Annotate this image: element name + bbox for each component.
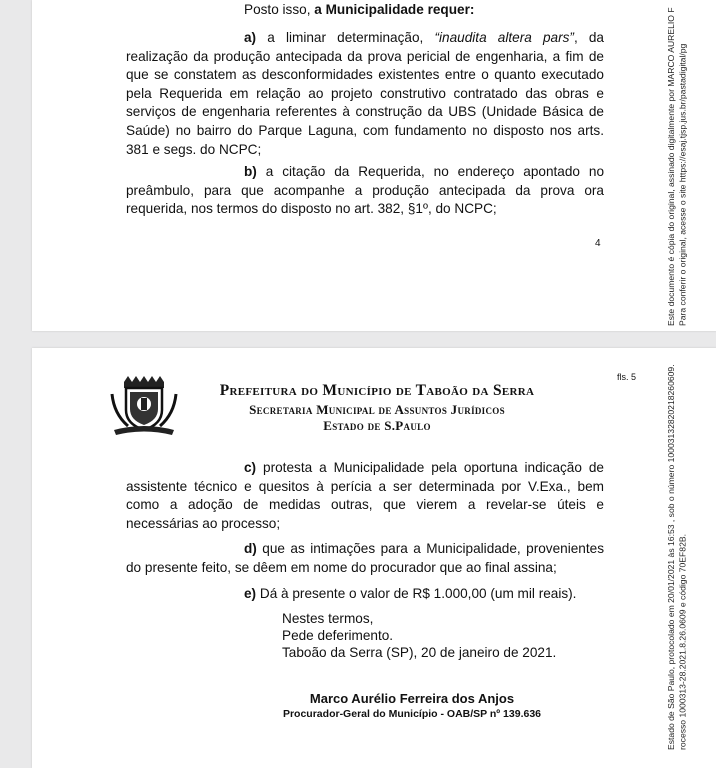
- margin-stamp-2: [666, 352, 689, 750]
- request-item-a: [126, 29, 604, 159]
- request-item-b: [126, 163, 604, 219]
- item-d-text: que as intimações para a Municipalidade, provenientes do presente feito, se dêem em nome do procurador que ao final assina;: [126, 541, 604, 575]
- request-item-c: [126, 459, 604, 533]
- signer-name: Marco Aurélio Ferreira dos Anjos: [309, 691, 515, 706]
- item-b-text: a citação da Requerida, no endereço apontado no preâmbulo, para que acompanhe a produção antecipada da prova ora requerida, nos termos do disposto no art. 382, §1º, do NCPC;: [126, 164, 604, 217]
- closing-block: [282, 610, 556, 661]
- letterhead-line-3: Estado de S.Paulo: [323, 418, 431, 433]
- signer-title: Procurador-Geral do Município - OAB/SP nº 139.636: [282, 708, 542, 720]
- document-page-4: [32, 0, 716, 331]
- margin-stamp-line-1: Este documento é cópia do original, assinado digitalmente por MARCO AURELIO F: [666, 7, 676, 326]
- margin-stamp-2-line-2: rocesso 1000313-28.2021.8.26.0609 e código 70EF82B.: [677, 534, 688, 750]
- item-a-italic: “inaudita altera pars”: [434, 30, 574, 45]
- page-number: 4: [595, 238, 601, 249]
- item-b-label: b): [244, 164, 257, 179]
- item-d-label: d): [244, 541, 257, 556]
- item-c-label: c): [244, 460, 257, 475]
- letterhead: [182, 382, 572, 434]
- folio-number: fls. 5: [617, 372, 637, 382]
- letterhead-line-2: Secretaria Municipal de Assuntos Jurídicos: [249, 402, 505, 417]
- request-item-d: [126, 540, 604, 577]
- signature-block: [262, 691, 562, 720]
- item-a-label: a): [244, 30, 257, 45]
- closing-date: Taboão da Serra (SP), 20 de janeiro de 2021.: [282, 645, 557, 660]
- letterhead-line-1: Prefeitura do Município de Taboão da Serra: [219, 382, 535, 399]
- margin-stamp-1: [666, 4, 689, 326]
- municipal-crest-icon: [108, 374, 180, 436]
- document-page-5: [32, 348, 716, 768]
- item-e-text: Dá à presente o valor de R$ 1.000,00 (um mil reais).: [256, 586, 577, 601]
- item-a-pre: a liminar determinação,: [256, 30, 435, 45]
- closing-line-2: Pede deferimento.: [282, 628, 394, 643]
- request-item-e: [126, 585, 604, 604]
- request-intro: [244, 1, 624, 20]
- closing-line-1: Nestes termos,: [282, 611, 374, 626]
- intro-text: Posto isso,: [244, 2, 315, 17]
- intro-bold: a Municipalidade requer:: [314, 2, 475, 17]
- item-a-text: , da realização da produção antecipada da prova pericial de engenharia, a fim de que se constatem as desconformidades existentes entre o quanto executado pela Requerida em relação ao projeto construtivo contratado das obras e serviços de engenharia referentes à construção da UBS (Unidade Básica de Saúde) no bairro do Parque Laguna, com fundamento no disposto nos arts. 381 e segs. do NCPC;: [126, 30, 604, 157]
- item-e-label: e): [244, 586, 257, 601]
- item-c-text: protesta a Municipalidade pela oportuna indicação de assistente técnico e quesitos à perícia a ser determinada por V.Exa., bem como a adoção de medidas outras, que vierem a revelar-se úteis e necessárias ao processo;: [126, 460, 604, 531]
- margin-stamp-2-line-1: Estado de São Paulo, protocolado em 20/01/2021 às 16:53 , sob o número 10003132820218260609.: [666, 364, 676, 750]
- margin-stamp-line-2: Para conferir o original, acesse o site https://esaj.tjsp.jus.br/pastadigital/pg: [677, 43, 688, 326]
